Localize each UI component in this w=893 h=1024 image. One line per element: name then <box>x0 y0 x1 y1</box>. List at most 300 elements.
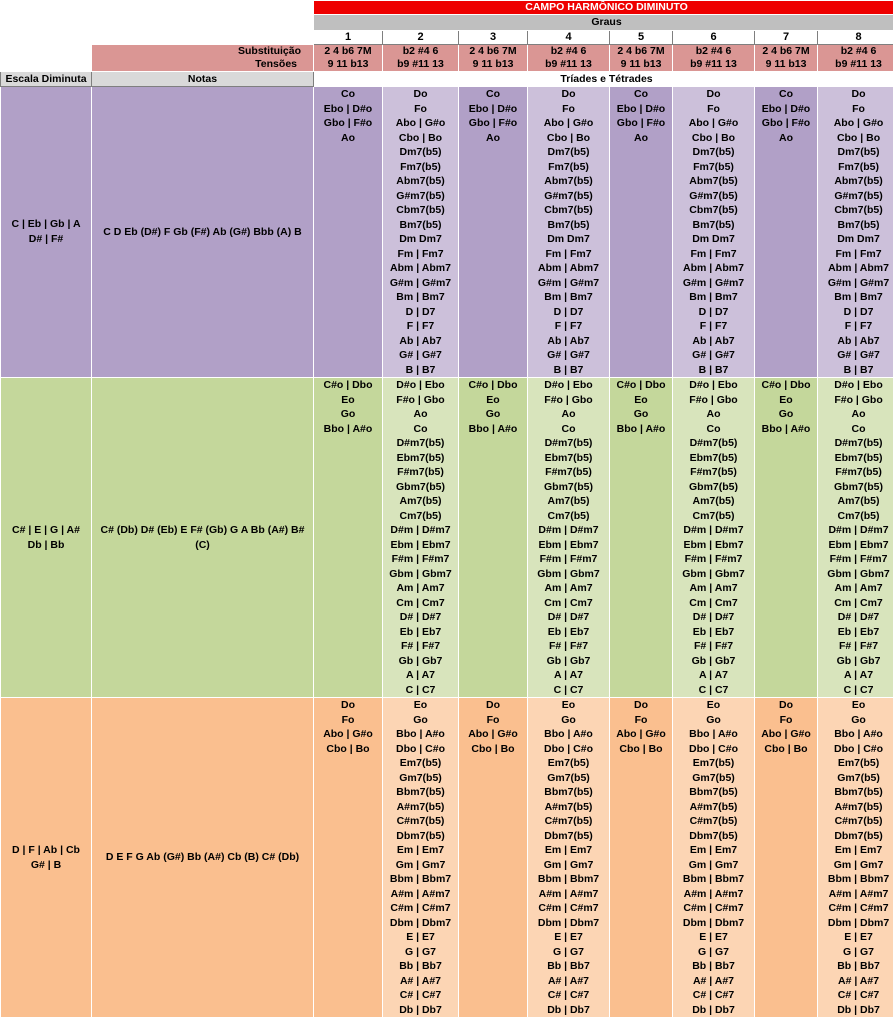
chord-label: Bm | Bm7 <box>544 291 593 303</box>
chord-label: Ebm7(b5) <box>689 451 738 464</box>
degree-6: 6 <box>673 31 755 45</box>
chord-label: Db | Db7 <box>692 1003 735 1016</box>
chord-label: Cbo | Bo <box>619 742 663 755</box>
chord-label: C#o | Dbo <box>761 379 811 391</box>
chord-cell <box>673 378 755 698</box>
chord-label: Ao <box>486 131 500 144</box>
chord-label: Dbm7(b5) <box>544 829 593 842</box>
chord-label: G#m | G#m7 <box>389 276 452 289</box>
chord-label: Co <box>561 422 576 435</box>
chord-label: Bbm | Bbm7 <box>827 873 890 885</box>
chord-label: Bbm7(b5) <box>544 786 593 798</box>
scale-cell <box>1 378 92 698</box>
chord-label: Go <box>778 408 794 420</box>
chord-label: D#m7(b5) <box>834 437 883 449</box>
chord-cell <box>383 378 459 698</box>
chord-label: Ab | Ab7 <box>547 334 590 347</box>
chord-label: Cm7(b5) <box>547 509 590 522</box>
chord-label: G | G7 <box>843 945 874 958</box>
chord-label: C#m | C#m7 <box>828 902 889 914</box>
chord-label: Eb | Eb7 <box>547 625 590 638</box>
chord-cell <box>528 698 610 1018</box>
scale-line: D | F | Ab | Cb <box>12 843 80 856</box>
chord-label: Bbo | A#o <box>761 422 811 435</box>
chord-label: Eo <box>706 699 721 711</box>
chord-label: F | F7 <box>844 320 873 332</box>
chord-label: Abm7(b5) <box>544 175 593 187</box>
chord-label: Dm7(b5) <box>692 146 735 158</box>
chord-cell <box>528 87 610 378</box>
chord-label: Dbo | C#o <box>834 742 884 755</box>
chord-label: Abo | G#o <box>395 117 446 129</box>
chord-label: Cbo | Bo <box>471 742 515 755</box>
chord-label: B | B7 <box>405 363 436 376</box>
table-title: CAMPO HARMÔNICO DIMINUTO <box>314 1 893 15</box>
chord-label: Gbm7(b5) <box>395 480 445 493</box>
chord-label: Ao <box>634 131 648 144</box>
chord-label: Go <box>851 713 866 726</box>
chord-label: Co <box>706 422 721 435</box>
scale-row <box>1 378 893 698</box>
chord-cell <box>459 698 528 1018</box>
chord-label: Db | Db7 <box>837 1003 880 1016</box>
chord-label: Cm | Cm7 <box>396 596 445 609</box>
chord-label: Cm | Cm7 <box>834 596 883 609</box>
chord-label: G# | G#7 <box>837 349 880 361</box>
chord-label: Do <box>851 88 866 100</box>
chord-label: Abo | G#o <box>688 117 739 129</box>
chord-label: Am | Am7 <box>689 582 738 594</box>
chord-label: F#o | Gbo <box>689 393 738 406</box>
scale-line: D# | F# <box>28 233 64 245</box>
chord-label: Ebo | D#o <box>468 102 518 115</box>
tensions-value: 9 11 b13 <box>327 58 369 70</box>
chord-cell <box>610 378 673 698</box>
chord-label: Cbm7(b5) <box>544 204 593 216</box>
chord-label: D#m7(b5) <box>689 437 738 449</box>
chord-label: Bbm7(b5) <box>396 786 445 798</box>
chord-cell <box>528 378 610 698</box>
chord-label: Ebo | D#o <box>616 102 666 115</box>
tensions-value: b9 #11 13 <box>835 58 882 70</box>
substitution-value: 2 4 b6 7M <box>469 45 517 57</box>
chord-label: G# | G#7 <box>547 349 590 361</box>
chord-label: A# | A#7 <box>692 974 735 987</box>
substitution-value: b2 #4 6 <box>402 45 439 57</box>
chord-label: Co <box>341 88 355 100</box>
chord-label: Dbm | Dbm7 <box>682 916 745 929</box>
chord-label: F#o | Gbo <box>834 393 883 406</box>
chord-label: Cbm7(b5) <box>834 204 883 216</box>
chord-label: Dbm7(b5) <box>834 829 883 842</box>
chord-label: F#m | F#m7 <box>391 553 450 565</box>
chord-label: Am7(b5) <box>547 495 590 507</box>
chord-label: Bbm7(b5) <box>689 786 738 798</box>
chord-label: Bb | Bb7 <box>837 960 880 972</box>
chord-label: F#m | F#m7 <box>684 553 743 565</box>
chord-label: Am | Am7 <box>834 582 883 594</box>
chord-label: Ebm | Ebm7 <box>538 538 599 551</box>
chord-label: Em7(b5) <box>692 757 735 769</box>
tensions-value: b9 #11 13 <box>397 58 444 70</box>
chord-label: Eo <box>634 393 648 406</box>
chord-label: E | E7 <box>844 931 873 943</box>
chord-label: Em | Em7 <box>396 844 445 856</box>
substitution-degree-6 <box>673 45 755 72</box>
chord-label: Gb | Gb7 <box>546 654 591 667</box>
triads-header: Tríades e Tétrades <box>314 72 893 87</box>
chord-label: Bbo | A#o <box>616 422 666 435</box>
chord-label: F#m | F#m7 <box>829 553 888 565</box>
chord-cell <box>610 87 673 378</box>
chord-label: E | E7 <box>699 931 728 943</box>
chord-label: Bbm7(b5) <box>834 786 883 798</box>
blank-corner <box>1 15 314 31</box>
chord-label: G#m | G#m7 <box>682 276 745 289</box>
chord-label: Ebm | Ebm7 <box>683 538 744 551</box>
chord-label: Am | Am7 <box>544 582 593 594</box>
scale-cell <box>1 698 92 1018</box>
chord-label: Eo <box>851 699 866 711</box>
chord-label: Gbo | F#o <box>761 117 811 129</box>
chord-label: Ebm | Ebm7 <box>390 538 451 551</box>
chord-label: F# | F#7 <box>400 640 441 652</box>
chord-label: Ao <box>341 131 355 144</box>
substitution-degree-4 <box>528 45 610 72</box>
chord-label: Dm Dm7 <box>399 233 442 245</box>
chord-label: Dbo | C#o <box>395 742 446 755</box>
chord-label: Abo | G#o <box>468 728 518 740</box>
chord-label: Cbo | Bo <box>836 131 881 144</box>
chord-label: B | B7 <box>843 363 874 376</box>
chord-label: C#o | Dbo <box>616 379 666 391</box>
chord-label: Eo <box>413 699 428 711</box>
blank-corner <box>1 31 314 45</box>
chord-label: F# | F#7 <box>548 640 589 652</box>
chord-label: F | F7 <box>699 320 728 332</box>
tensions-value: b9 #11 13 <box>545 58 592 70</box>
chord-label: F#m7(b5) <box>397 466 444 478</box>
chord-label: Ao <box>851 408 866 420</box>
degree-1: 1 <box>314 31 383 45</box>
chord-label: D#m | D#m7 <box>538 524 599 536</box>
chord-label: C#m7(b5) <box>834 815 883 827</box>
chord-label: B | B7 <box>553 363 584 376</box>
degree-4: 4 <box>528 31 610 45</box>
chord-label: Gm7(b5) <box>547 771 590 784</box>
graus-header: Graus <box>314 15 893 31</box>
chord-label: D# | D#7 <box>837 611 880 623</box>
chord-label: Am | Am7 <box>396 582 445 594</box>
chord-label: Gm7(b5) <box>692 771 735 784</box>
substitution-value: 2 4 b6 7M <box>324 45 372 57</box>
chord-label: D#m | D#m7 <box>683 524 744 536</box>
chord-label: A#m | A#m7 <box>538 887 599 900</box>
chord-label: A#m | A#m7 <box>390 887 451 900</box>
chord-label: Go <box>561 713 576 726</box>
chord-label: Bbo | A#o <box>323 422 373 435</box>
chord-label: A | A7 <box>844 669 874 681</box>
substitution-value: b2 #4 6 <box>695 45 732 57</box>
chord-label: Fo <box>779 713 793 726</box>
chord-label: Bm7(b5) <box>399 218 442 231</box>
chord-label: Gbo | F#o <box>323 117 373 129</box>
chord-label: Ao <box>706 408 721 420</box>
chord-label: C | C7 <box>553 683 584 696</box>
chord-label: Ao <box>413 408 428 420</box>
substitution-degree-3 <box>459 45 528 72</box>
notes-cell: C D Eb (D#) F Gb (F#) Ab (G#) Bbb (A) B <box>92 87 314 378</box>
chord-label: A | A7 <box>406 669 435 681</box>
chord-label: C | C7 <box>843 683 874 696</box>
chord-label: A# | A#7 <box>837 974 880 987</box>
notes-cell: C# (Db) D# (Eb) E F# (Gb) G A Bb (A#) B# (C) <box>92 378 314 698</box>
chord-label: Gbm | Gbm7 <box>827 567 890 580</box>
chord-label: Dm Dm7 <box>837 233 880 245</box>
chord-label: Gm | Gm7 <box>688 858 739 871</box>
chord-label: Do <box>634 699 648 711</box>
chord-label: Bbo | A#o <box>396 728 445 740</box>
chord-label: E | E7 <box>406 931 435 943</box>
chord-label: Abm | Abm7 <box>828 262 889 274</box>
chord-label: G#m7(b5) <box>396 189 445 202</box>
chord-label: Go <box>485 408 501 420</box>
chord-label: Gbm7(b5) <box>688 480 738 493</box>
chord-label: Gm | Gm7 <box>833 858 884 871</box>
chord-label: Gbm7(b5) <box>543 480 593 493</box>
chord-label: D#o | Ebo <box>544 379 593 391</box>
chord-label: G#m7(b5) <box>689 189 738 202</box>
chord-label: Cm7(b5) <box>837 509 880 522</box>
tensions-value: 9 11 b13 <box>472 58 514 70</box>
chord-label: Dbm | Dbm7 <box>389 916 452 929</box>
scale-cell <box>1 87 92 378</box>
chord-label: Fo <box>634 713 648 726</box>
chord-label: Eb | Eb7 <box>692 625 735 638</box>
chord-label: D#o | Ebo <box>834 379 883 391</box>
chord-label: Fm | Fm7 <box>545 247 592 260</box>
chord-label: A#m7(b5) <box>834 800 883 813</box>
chord-label: D | D7 <box>553 305 584 318</box>
chord-label: Cbo | Bo <box>691 131 736 144</box>
chord-label: Ebm7(b5) <box>834 451 883 464</box>
chord-label: A# | A#7 <box>547 974 590 987</box>
chord-label: A | A7 <box>699 669 728 681</box>
chord-label: Bb | Bb7 <box>399 960 442 972</box>
blank-corner <box>1 1 314 15</box>
chord-label: Bbo | A#o <box>544 728 593 740</box>
chord-cell <box>314 698 383 1018</box>
chord-label: Bbm | Bbm7 <box>537 873 600 885</box>
blank-corner <box>1 45 92 72</box>
chord-label: Fo <box>341 713 355 726</box>
chord-label: Em7(b5) <box>547 757 590 769</box>
chord-label: Gm | Gm7 <box>395 858 446 871</box>
chord-label: G#m | G#m7 <box>537 276 600 289</box>
chord-label: C#m | C#m7 <box>683 902 744 914</box>
notes-column-header: Notas <box>92 72 314 87</box>
chord-label: Gb | Gb7 <box>691 654 736 667</box>
chord-label: Fo <box>562 102 575 115</box>
chord-label: Fm7(b5) <box>693 160 734 173</box>
chord-label: Abm7(b5) <box>689 175 738 187</box>
chord-label: C#m7(b5) <box>396 815 445 827</box>
chord-label: G | G7 <box>698 945 729 958</box>
chord-label: Bbm | Bbm7 <box>389 873 452 885</box>
chord-label: Abm7(b5) <box>834 175 883 187</box>
chord-cell <box>673 87 755 378</box>
chord-label: Gbo | F#o <box>616 117 666 129</box>
chord-label: G# | G#7 <box>399 349 442 361</box>
chord-cell <box>314 378 383 698</box>
chord-label: Gbm7(b5) <box>834 480 884 493</box>
substitution-value: 2 4 b6 7M <box>762 45 810 57</box>
tensions-value: 9 11 b13 <box>765 58 807 70</box>
chord-label: A#m | A#m7 <box>828 887 889 900</box>
chord-label: C#m | C#m7 <box>390 902 451 914</box>
chord-label: Fm7(b5) <box>400 160 441 173</box>
chord-label: Dbm7(b5) <box>689 829 738 842</box>
chord-label: C# | C#7 <box>837 989 880 1001</box>
chord-label: Bbo | A#o <box>834 728 883 740</box>
chord-cell <box>755 698 818 1018</box>
chord-label: Fm | Fm7 <box>397 247 444 260</box>
chord-label: G#m | G#m7 <box>827 276 890 289</box>
chord-label: Cbo | Bo <box>764 742 808 755</box>
chord-cell <box>383 87 459 378</box>
chord-label: Abo | G#o <box>761 728 811 740</box>
chord-cell <box>755 378 818 698</box>
chord-label: Bm7(b5) <box>692 218 735 231</box>
chord-label: A#m7(b5) <box>396 800 445 813</box>
chord-label: A#m | A#m7 <box>683 887 744 900</box>
chord-label: C#m7(b5) <box>689 815 738 827</box>
chord-label: Abo | G#o <box>616 728 666 740</box>
chord-label: Am7(b5) <box>399 495 442 507</box>
chord-label: Eo <box>561 699 576 711</box>
chord-label: Gbm | Gbm7 <box>537 567 600 580</box>
chord-label: Cbm7(b5) <box>689 204 738 216</box>
scale-column-header: Escala Diminuta <box>1 72 92 87</box>
chord-cell <box>459 87 528 378</box>
chord-label: D | D7 <box>843 305 874 318</box>
chord-label: Em | Em7 <box>834 844 883 856</box>
chord-label: Fo <box>486 713 500 726</box>
chord-label: Bm7(b5) <box>837 218 880 231</box>
substitution-value: b2 #4 6 <box>550 45 587 57</box>
chord-label: F#m | F#m7 <box>539 553 598 565</box>
chord-label: Fm | Fm7 <box>835 247 882 260</box>
chord-label: Em | Em7 <box>689 844 738 856</box>
chord-cell <box>459 378 528 698</box>
degree-5: 5 <box>610 31 673 45</box>
chord-label: C# | C#7 <box>547 989 590 1001</box>
chord-label: D | D7 <box>698 305 729 318</box>
chord-label: Bbo | A#o <box>689 728 738 740</box>
chord-label: Gbo | F#o <box>468 117 518 129</box>
chord-label: Co <box>634 88 648 100</box>
chord-label: Gb | Gb7 <box>398 654 443 667</box>
chord-label: G#m7(b5) <box>544 189 593 202</box>
chord-label: D#m | D#m7 <box>828 524 889 536</box>
chord-label: A# | A#7 <box>399 974 442 987</box>
chord-label: Co <box>486 88 500 100</box>
chord-label: F#o | Gbo <box>544 393 593 406</box>
chord-cell <box>383 698 459 1018</box>
chord-label: D#m | D#m7 <box>390 524 451 536</box>
chord-label: F | F7 <box>406 320 435 332</box>
chord-label: Cm7(b5) <box>692 509 735 522</box>
chord-label: Cm | Cm7 <box>689 596 738 609</box>
chord-label: A#m7(b5) <box>544 800 593 813</box>
chord-label: Abm | Abm7 <box>683 262 744 274</box>
chord-label: Gm7(b5) <box>399 771 442 784</box>
chord-label: Eb | Eb7 <box>399 625 442 638</box>
chord-label: Do <box>561 88 576 100</box>
chord-label: Ab | Ab7 <box>692 334 735 347</box>
substitution-value: b2 #4 6 <box>840 45 877 57</box>
chord-label: Abo | G#o <box>323 728 373 740</box>
chord-label: D# | D#7 <box>399 611 442 623</box>
chord-label: Ebm7(b5) <box>544 451 593 464</box>
chord-label: Fm7(b5) <box>838 160 879 173</box>
chord-label: Bm | Bm7 <box>834 291 883 303</box>
chord-label: Em7(b5) <box>837 757 880 769</box>
scale-line: C | Eb | Gb | A <box>11 218 81 230</box>
chord-label: D | D7 <box>405 305 436 318</box>
chord-label: Am7(b5) <box>837 495 880 507</box>
chord-label: Abm | Abm7 <box>538 262 599 274</box>
chord-label: Go <box>413 713 428 726</box>
chord-label: Fm | Fm7 <box>690 247 737 260</box>
chord-label: Go <box>340 408 356 420</box>
substitution-degree-1 <box>314 45 383 72</box>
degree-2: 2 <box>383 31 459 45</box>
chord-label: Eo <box>779 393 793 406</box>
chord-cell <box>673 698 755 1018</box>
chord-label: Abo | G#o <box>833 117 884 129</box>
chord-label: Am7(b5) <box>692 495 735 507</box>
chord-label: Eo <box>341 393 355 406</box>
chord-label: Co <box>779 88 793 100</box>
notes-cell: D E F G Ab (G#) Bb (A#) Cb (B) C# (Db) <box>92 698 314 1018</box>
substitution-degree-5 <box>610 45 673 72</box>
chord-label: A#m7(b5) <box>689 800 738 813</box>
chord-label: Do <box>341 699 355 711</box>
chord-cell <box>818 87 893 378</box>
chord-label: C# | C#7 <box>399 989 442 1001</box>
substitution-degree-2 <box>383 45 459 72</box>
substitution-degree-8 <box>818 45 893 72</box>
chord-label: A | A7 <box>554 669 583 681</box>
chord-label: Cbm7(b5) <box>396 204 445 216</box>
chord-label: F#m7(b5) <box>545 466 592 478</box>
chord-label: C#m | C#m7 <box>538 902 599 914</box>
chord-label: Bm7(b5) <box>547 218 590 231</box>
chord-label: Go <box>706 713 721 726</box>
chord-label: F#m7(b5) <box>835 466 882 478</box>
degree-8: 8 <box>818 31 893 45</box>
chord-label: Gb | Gb7 <box>836 654 881 667</box>
chord-label: Dbm | Dbm7 <box>537 916 600 929</box>
chord-label: G#m7(b5) <box>834 189 883 202</box>
substitution-degree-7 <box>755 45 818 72</box>
chord-label: Ao <box>779 131 793 144</box>
chord-label: Dm Dm7 <box>547 233 590 245</box>
scale-line: C# | E | G | A# <box>12 523 80 536</box>
chord-label: Abm7(b5) <box>396 175 445 187</box>
chord-label: Do <box>486 699 500 711</box>
